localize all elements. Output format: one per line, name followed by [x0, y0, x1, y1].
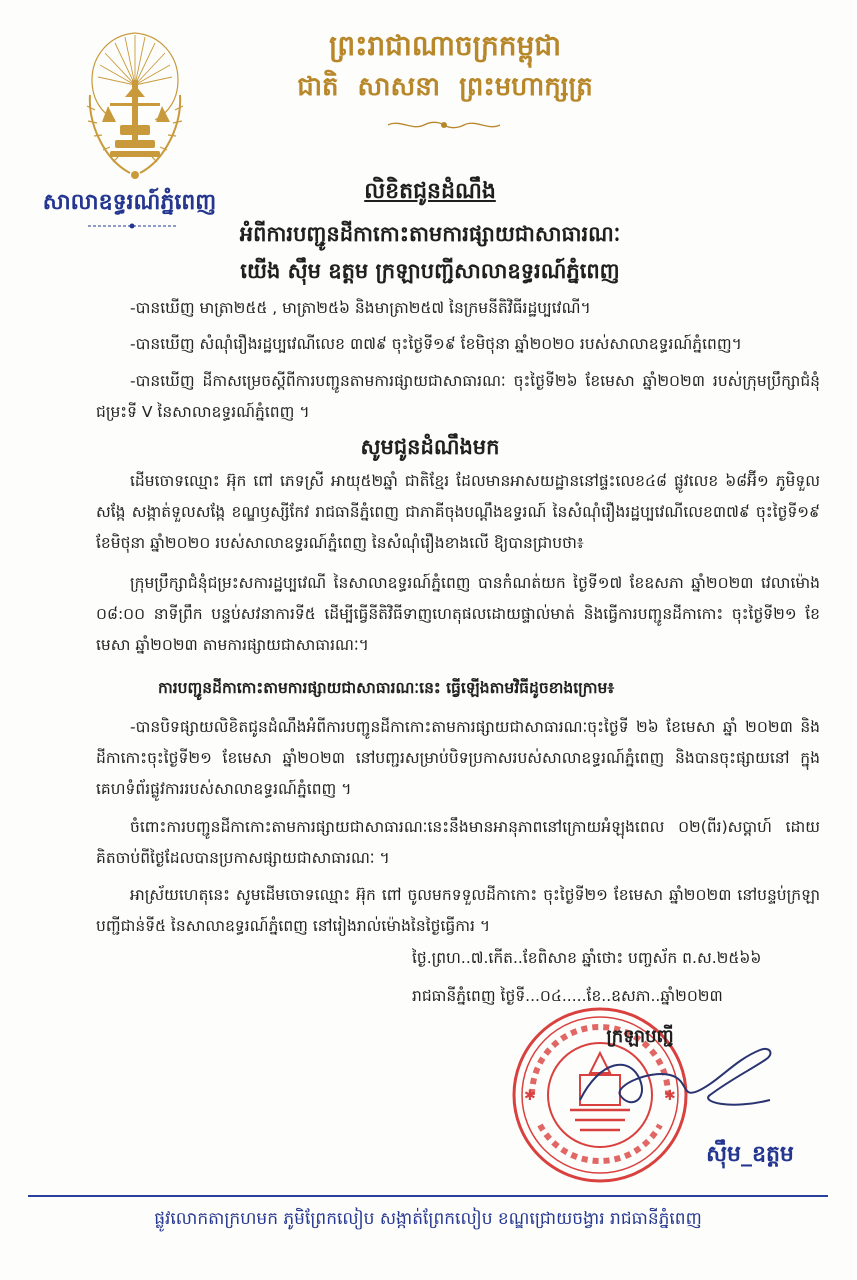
lunar-date: ថ្ងៃ.ព្រហ..៧.កើត..ខែពិសាខ ឆ្នាំថោះ បញ្ចស័ក ព.ស.២៥៦៦ — [412, 949, 762, 967]
document-subject: អំពីការបញ្ជូនដីកាកោះតាមការផ្សាយជាសាធារណៈ — [239, 222, 621, 246]
paragraph-effect: ចំពោះការបញ្ជូនដីកាកោះតាមការផ្សាយជាសាធារណៈនេះនឹងមានអានុភាពនៅក្រោយអំឡុងពេល ០២(ពីរ)សប្តាហ៍ ដោយគិតចាប់ពីថ្ងៃដែលបានប្រកាសផ្សាយជាសាធារណៈ ។ — [96, 818, 820, 867]
issuing-authority: យើង ស៊ឹម ឧត្តម ក្រឡាបញ្ជីសាលាឧទ្ធរណ៍ភ្នំពេញ — [240, 259, 620, 283]
motto-ornament — [388, 118, 500, 132]
paragraph-plaintiff: ដើមចោទឈ្មោះ អ៊ុក ពៅ ភេទស្រី អាយុ៥២ឆ្នាំ ជាតិខ្មែរ ដែលមានអាសយដ្ឋាននៅផ្ទះលេខ៤៨ ផ្លូវលេខ ៦៨អ៊ី១ ភូមិទួលសង្កែ សង្កាត់ទួលសង្កែ ខណ្ឌឫស្សីកែវ រាជធានីភ្នំពេញ ជាភាគីចុងបណ្តឹងឧទ្ធរណ៍ នៃសំណុំរឿងរដ្ឋប្បវេណីលេខ៣៧៩ ចុះថ្ងៃទី១៩ ខែមិថុនា ឆ្នាំ២០២០ របស់សាលាឧទ្ធរណ៍ភ្នំពេញ នៃសំណុំរឿងខាងលើ ឱ្យបានជ្រាបថា៖ — [96, 472, 820, 552]
footer-divider — [28, 1195, 828, 1197]
signer-title: ក្រឡាបញ្ជី — [606, 1026, 674, 1047]
national-motto: ជាតិ សាសនា ព្រះមហាក្សត្រ — [297, 72, 593, 102]
paragraph-request: អាស្រ័យហេតុនេះ សូមដើមចោទឈ្មោះ អ៊ុក ពៅ ចូលមកទទួលដីកាកោះ ចុះថ្ងៃទី២១ ខែមេសា ឆ្នាំ២០២៣ នៅបន្ទប់ក្រឡាបញ្ជីជាន់ទី៥ នៃសាលាឧទ្ធរណ៍ភ្នំពេញ នៅរៀងរាល់ម៉ោងនៃថ្ងៃធ្វើការ ។ — [96, 886, 820, 935]
footer-address: ផ្លូវលោកតាក្រហមក ភូមិព្រែកលៀប សង្កាត់ព្រែកលៀប ខណ្ឌជ្រោយចង្វារ រាជធានីភ្នំពេញ — [154, 1209, 702, 1229]
paragraph-legal-basis-1: -បានឃើញ មាត្រា២៥៥ , មាត្រា២៥៦ និងមាត្រា២៥៧ នៃក្រមនីតិវិធីរដ្ឋប្បវេណី។ — [130, 299, 591, 317]
handwritten-signature — [560, 1040, 790, 1130]
court-emblem-icon — [70, 25, 200, 190]
paragraph-method: -បានបិទផ្សាយលិខិតជូនដំណឹងអំពីការបញ្ជូនដីកាកោះតាមការផ្សាយជាសាធារណៈចុះថ្ងៃទី ២៦ ខែមេសា ឆ្នាំ ២០២៣ និងដីកាកោះចុះថ្ងៃទី២១ ខែមេសា ឆ្នាំ២០២៣ នៅបញ្ជរសម្រាប់បិទប្រកាសរបស់សាលាឧទ្ធរណ៍ភ្នំពេញ និងបានចុះផ្សាយនៅ ក្នុងគេហទំព័រផ្លូវការរបស់សាលាឧទ្ធរណ៍ភ្នំពេញ ។ — [96, 718, 820, 798]
signer-name: ស៊ឹម_ឧត្តម — [706, 1142, 794, 1167]
svg-text:✱: ✱ — [664, 1088, 676, 1104]
court-name: សាលាឧទ្ធរណ៍ភ្នំពេញ — [42, 190, 217, 215]
document-type-heading: លិខិតជូនដំណឹង — [364, 179, 496, 204]
svg-text:✱: ✱ — [524, 1088, 536, 1104]
announcement-heading: សូមជូនដំណឹងមក — [360, 435, 500, 459]
paragraph-legal-basis-3: -បានឃើញ ដីកាសម្រេចស្តីពីការបញ្ជូនតាមការផ្សាយជាសាធារណៈ ចុះថ្ងៃទី២៦ ខែមេសា ឆ្នាំ២០២៣ របស់ក្រុមប្រឹក្សាជំនុំជម្រះទី V នៃសាលាឧទ្ធរណ៍ភ្នំពេញ ។ — [96, 372, 820, 421]
paragraph-hearing: ក្រុមប្រឹក្សាជំនុំជម្រះសការដ្ឋប្បវេណី នៃសាលាឧទ្ធរណ៍ភ្នំពេញ បានកំណត់យក ថ្ងៃទី១៧ ខែឧសភា ឆ្នាំ២០២៣ វេលាម៉ោង ០៨:០០ នាទីព្រឹក បន្ទប់សវនាការទី៥ ដើម្បីធ្វើនីតិវិធីទាញហេតុផលដោយផ្ទាល់មាត់ និងធ្វើការបញ្ជូនដីកាកោះ ចុះថ្ងៃទី២១ ខែមេសា ឆ្នាំ២០២៣ តាមការផ្សាយជាសាធារណៈ។ — [96, 574, 820, 654]
paragraph-method-heading: ការបញ្ជូនដីកាកោះតាមការផ្សាយជាសាធារណៈនេះ ធ្វើឡើងតាមវិធីដូចខាងក្រោម៖ — [158, 679, 615, 697]
kingdom-heading: ព្រះរាជាណាចក្រកម្ពុជា — [328, 29, 561, 62]
paragraph-legal-basis-2: -បានឃើញ សំណុំរឿងរដ្ឋប្បវេណីលេខ ៣៧៩ ចុះថ្ងៃទី១៩ ខែមិថុនា ឆ្នាំ២០២០ របស់សាលាឧទ្ធរណ៍ភ្នំពេញ។ — [130, 335, 742, 353]
solar-date: រាជធានីភ្នំពេញ ថ្ងៃទី...០៤.....ខែ..ឧសភា..ឆ្នាំ២០២៣ — [412, 987, 723, 1005]
